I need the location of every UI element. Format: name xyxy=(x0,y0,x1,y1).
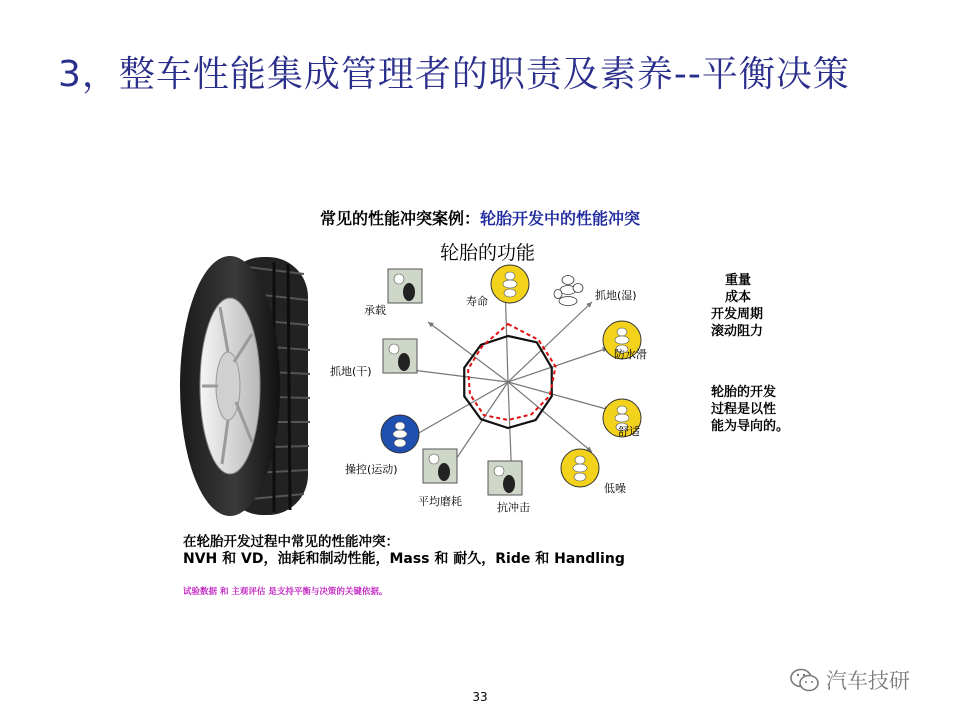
function-label-even-wear: 平均磨耗 xyxy=(418,495,462,508)
michelin-man-sketch-icon xyxy=(554,276,583,306)
michelin-man-tire-icon xyxy=(423,449,457,483)
tire-image xyxy=(178,252,313,522)
constraint-rolling-resistance: 滚动阻力 xyxy=(711,324,764,339)
subtitle-highlight: 轮胎开发中的性能冲突 xyxy=(480,209,641,228)
tire-function-radar xyxy=(300,250,700,530)
function-label-life: 寿命 xyxy=(466,295,488,308)
watermark-text: 汽车技研 xyxy=(826,669,910,693)
diagram-title: 轮胎的功能 xyxy=(440,242,536,264)
spoke-comfort xyxy=(508,382,610,410)
function-label-impact: 抗冲击 xyxy=(497,501,530,514)
spoke-aquaplaning xyxy=(508,348,608,382)
function-label-low-noise: 低噪 xyxy=(604,482,626,495)
subtitle-prefix: 常见的性能冲突案例： xyxy=(319,209,480,228)
page-number: 33 xyxy=(472,690,488,704)
statement-line-3: 能为导向的。 xyxy=(711,419,790,434)
slide-title: 3，整车性能集成管理者的职责及素养--平衡决策 xyxy=(58,54,850,95)
conflict-list: NVH 和 VD，油耗和制动性能，Mass 和 耐久，Ride 和 Handling xyxy=(183,551,625,567)
function-label-comfort: 舒适 xyxy=(618,425,640,438)
wheel-weights-icon xyxy=(388,269,422,303)
spoke-handling xyxy=(410,382,508,438)
function-label-aquaplaning: 防水滑 xyxy=(614,348,647,361)
michelin-man-icon xyxy=(491,265,529,303)
function-label-handling: 操控(运动) xyxy=(345,463,398,476)
conflict-intro: 在轮胎开发过程中常见的性能冲突： xyxy=(183,534,399,550)
function-label-load: 承载 xyxy=(364,304,386,317)
spoke-wet_grip xyxy=(508,302,592,382)
footnote: 试验数据 和 主观评估 是支持平衡与决策的关键依据。 xyxy=(183,587,388,597)
michelin-man-tire-icon xyxy=(383,339,417,373)
constraint-cost: 成本 xyxy=(725,290,752,305)
michelin-man-icon xyxy=(381,415,419,453)
constraint-weight: 重量 xyxy=(725,273,752,288)
conflict-subtitle xyxy=(0,206,960,229)
arrowhead-load xyxy=(428,322,434,327)
watermark xyxy=(790,665,910,695)
function-label-dry-grip: 抓地(干) xyxy=(330,365,372,378)
constraints-note xyxy=(711,272,763,340)
statement-line-1: 轮胎的开发 xyxy=(711,385,777,400)
constraint-cycle: 开发周期 xyxy=(711,307,764,322)
statement-line-2: 过程是以性 xyxy=(711,402,777,417)
michelin-man-icon xyxy=(561,449,599,487)
wechat-icon xyxy=(790,667,820,693)
performance-profile-alternative xyxy=(468,324,555,420)
function-label-wet-grip: 抓地(湿) xyxy=(595,289,637,302)
development-statement xyxy=(711,384,789,435)
michelin-man-tire-icon xyxy=(488,461,522,495)
